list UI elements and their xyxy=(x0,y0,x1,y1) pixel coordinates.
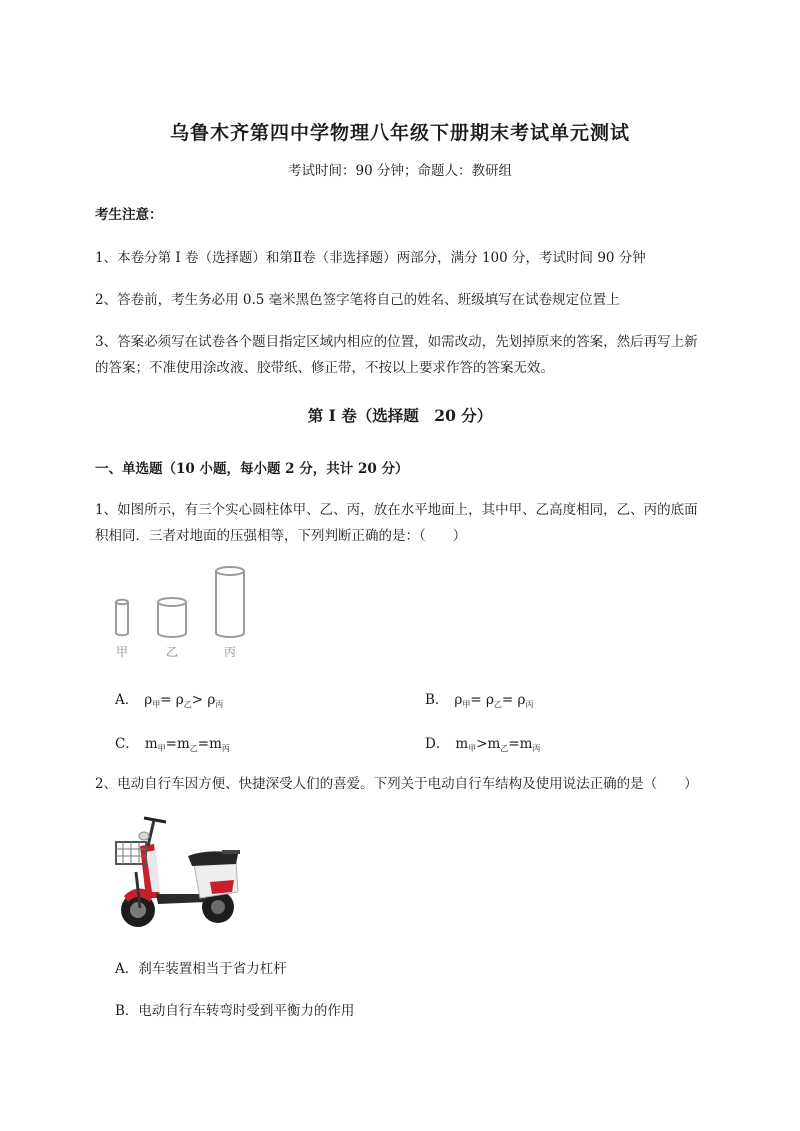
section-title: 第 I 卷（选择题 20 分） xyxy=(307,406,493,425)
notice-item-3: 3、答案必须写在试卷各个题目指定区域内相应的位置，如需改动，先划掉原来的答案，然后再写上新 xyxy=(95,334,698,350)
question-1-option-a[interactable]: A． $\rho_甲= \rho_乙> \rho_丙$ xyxy=(115,692,224,709)
question-1-stem-cont: 积相同．三者对地面的压强相等，下列判断正确的是：（ ） xyxy=(95,528,467,544)
question-2-option-a[interactable]: A．刹车装置相当于省力杠杆 xyxy=(115,961,287,977)
exam-title: 乌鲁木齐第四中学物理八年级下册期末考试单元测试 xyxy=(169,122,630,144)
cylinders-figure xyxy=(108,563,258,643)
figure-label-yi: 乙 xyxy=(165,645,178,659)
electric-scooter-image xyxy=(110,812,245,930)
cylinder-yi xyxy=(158,598,186,637)
figure-label-jia: 甲 xyxy=(115,645,128,659)
figure-label-bing: 丙 xyxy=(223,645,236,659)
question-1-stem: 1、如图所示，有三个实心圆柱体甲、乙、丙，放在水平地面上，其中甲、乙高度相同，乙、丙的底面 xyxy=(95,502,698,518)
question-2-stem: 2、电动自行车因方便、快捷深受人们的喜爱。下列关于电动自行车结构及使用说法正确的是（ ） xyxy=(95,776,698,792)
part-heading: 一、单选题（10 小题，每小题 2 分，共计 20 分） xyxy=(95,461,409,477)
question-1-option-b[interactable]: B． $\rho_甲= \rho_乙= \rho_丙$ xyxy=(425,692,534,709)
notice-item-2: 2、答卷前，考生务必用 0.5 毫米黑色签字笔将自己的姓名、班级填写在试卷规定位置上 xyxy=(95,292,620,308)
cylinder-bing xyxy=(216,567,244,637)
question-1-option-c[interactable]: C． $m_甲=m_乙=m_丙$ xyxy=(115,736,230,753)
question-1-option-d[interactable]: D． $m_甲>m_乙=m_丙$ xyxy=(425,736,541,753)
exam-subtitle: 考试时间：90 分钟；命题人：教研组 xyxy=(288,163,512,179)
notice-heading: 考生注意： xyxy=(95,207,163,223)
question-2-option-b[interactable]: B．电动自行车转弯时受到平衡力的作用 xyxy=(115,1003,355,1019)
cylinder-jia xyxy=(116,600,128,635)
notice-item-3-cont: 的答案；不准使用涂改液、胶带纸、修正带，不按以上要求作答的答案无效。 xyxy=(95,360,554,376)
notice-item-1: 1、本卷分第 I 卷（选择题）和第Ⅱ卷（非选择题）两部分，满分 100 分，考试时间 90 分钟 xyxy=(95,250,646,266)
